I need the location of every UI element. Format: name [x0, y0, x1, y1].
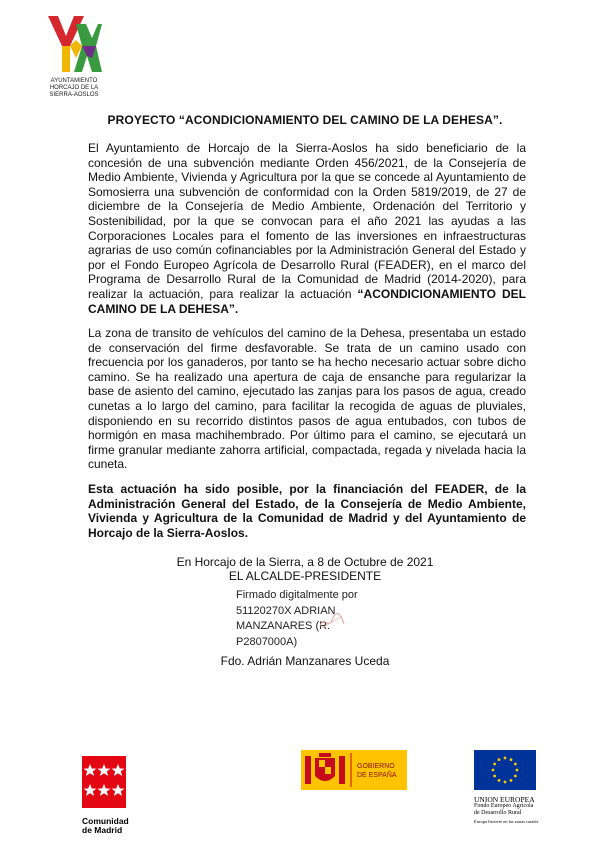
- document-title: PROYECTO “ACONDICIONAMIENTO DEL CAMINO DE LA DEHESA”.: [107, 113, 503, 127]
- comunidad-madrid-logo: [82, 756, 146, 835]
- gobierno-espana-logo: [301, 750, 407, 795]
- comunidad-madrid-line: de Madrid: [82, 825, 123, 835]
- digital-signature-block: [236, 588, 376, 650]
- eu-star-icon: [492, 769, 495, 772]
- eu-line: de Desarrollo Rural: [474, 810, 522, 817]
- eu-star-icon: [514, 775, 517, 778]
- horcajo-emblem-icon: [46, 14, 102, 76]
- eu-star-icon: [493, 763, 496, 766]
- signed-by: Fdo. Adrián Manzanares Uceda: [220, 654, 390, 668]
- eu-star-icon: [516, 769, 519, 772]
- spain-coat-of-arms-icon: [301, 750, 407, 790]
- eu-star-icon: [504, 781, 507, 784]
- comunidad-madrid-label: [82, 817, 146, 835]
- gobierno-line: DE ESPAÑA: [357, 772, 397, 779]
- madrid-stars-icon: [82, 756, 126, 808]
- eu-star-icon: [510, 758, 513, 761]
- eu-line: Fondo Europeo Agrícola: [474, 803, 534, 810]
- date-line: En Horcajo de la Sierra, a 8 de Octubre de 2021: [176, 555, 434, 569]
- eu-star-icon: [514, 763, 517, 766]
- signature-line: MANZANARES (R:: [236, 620, 331, 632]
- logo-caption-line: SIERRA-AOSLOS: [49, 92, 99, 98]
- eu-star-icon: [498, 779, 501, 782]
- eu-star-icon: [510, 779, 513, 782]
- eu-star-icon: [493, 775, 496, 778]
- paragraph-grant-text: El Ayuntamiento de Horcajo de la Sierra-Aoslos ha sido beneficiario de la concesión de una subvención mediante Orden 456/2021, de la Consejería de Medio Ambiente, Vivienda y Agricultura por la que se concede al Ayuntamiento de Somosierra una subvención de conformidad con la Orden 5819/2019, de 27 de diciembre de la Consejería de Medio Ambiente, Ordenación del Territorio y Sostenibilidad, por la que se convocan para el año 2021 las ayudas a las Corporaciones Locales para el fomento de las inversiones en infraestructuras agrarias de uso común cofinanciables por la Administración General del Estado y por el Fondo Europeo Agrícola de Desarrollo Rural (FEADER), en el marco del Programa de Desarrollo Rural de la Comunidad de Madrid (2014-2020), para realizar la actuación, para realizar la actuación: [88, 141, 526, 301]
- paragraph-grant-project-name: “ACONDICIONAMIENTO DEL CAMINO DE LA DEHESA”.: [88, 286, 526, 316]
- signer-role: EL ALCALDE-PRESIDENTE: [228, 569, 382, 583]
- signature-line: 51120270X ADRIAN: [236, 604, 336, 617]
- eu-star-icon: [498, 758, 501, 761]
- signature-scribble-icon: [318, 610, 348, 632]
- logo-caption-line: AYUNTAMIENTO: [50, 78, 98, 84]
- eu-line: Europa Invierte en las zonas rurales: [474, 818, 539, 824]
- municipality-logo: [34, 14, 114, 99]
- signature-line: Firmado digitalmente por: [236, 589, 358, 601]
- municipality-logo-caption: [34, 78, 114, 99]
- paragraph-works: La zona de transito de vehículos del camino de la Dehesa, presentaba un estado de conservación del firme desfavorable. Se trata de un camino usado con frecuencia por los ganaderos, por tanto se ha hecho necesario actuar sobre dicho camino. Se ha realizado una apertura de caja de ensanche para regularizar la base de asiento del camino, ejecutado las zanjas para los pasos de agua, creado cunetas a lo largo del camino, para facilitar la recogida de aguas de pluviales, disponiendo en su recorrido distintos pasos de agua entubados, con tubos de hormigón en masa machihembrado. Por último para el camino, se ejecutará un firme granular mediante zahorra artificial, compactada, regada y nivelada hacia la cuneta.: [88, 326, 526, 472]
- eu-flag-icon: [474, 750, 536, 790]
- comunidad-madrid-line: Comunidad: [82, 816, 129, 826]
- union-europea-logo: [474, 750, 554, 825]
- eu-star-icon: [504, 757, 507, 760]
- paragraph-grant: [88, 141, 526, 316]
- gobierno-line: GOBIERNO: [357, 763, 395, 770]
- eu-line: UNION EUROPEA: [474, 795, 535, 804]
- logo-caption-line: HORCAJO DE LA: [49, 85, 99, 91]
- paragraph-funding: Esta actuación ha sido posible, por la financiación del FEADER, de la Administración General del Estado, de la Consejería de Medio Ambiente, Vivienda y Agricultura de la Comunidad de Madrid y del Ayuntamiento de Horcajo de la Sierra-Aoslos.: [88, 482, 526, 540]
- eu-fund-label: [474, 796, 554, 825]
- signature-line: P2807000A): [236, 635, 298, 648]
